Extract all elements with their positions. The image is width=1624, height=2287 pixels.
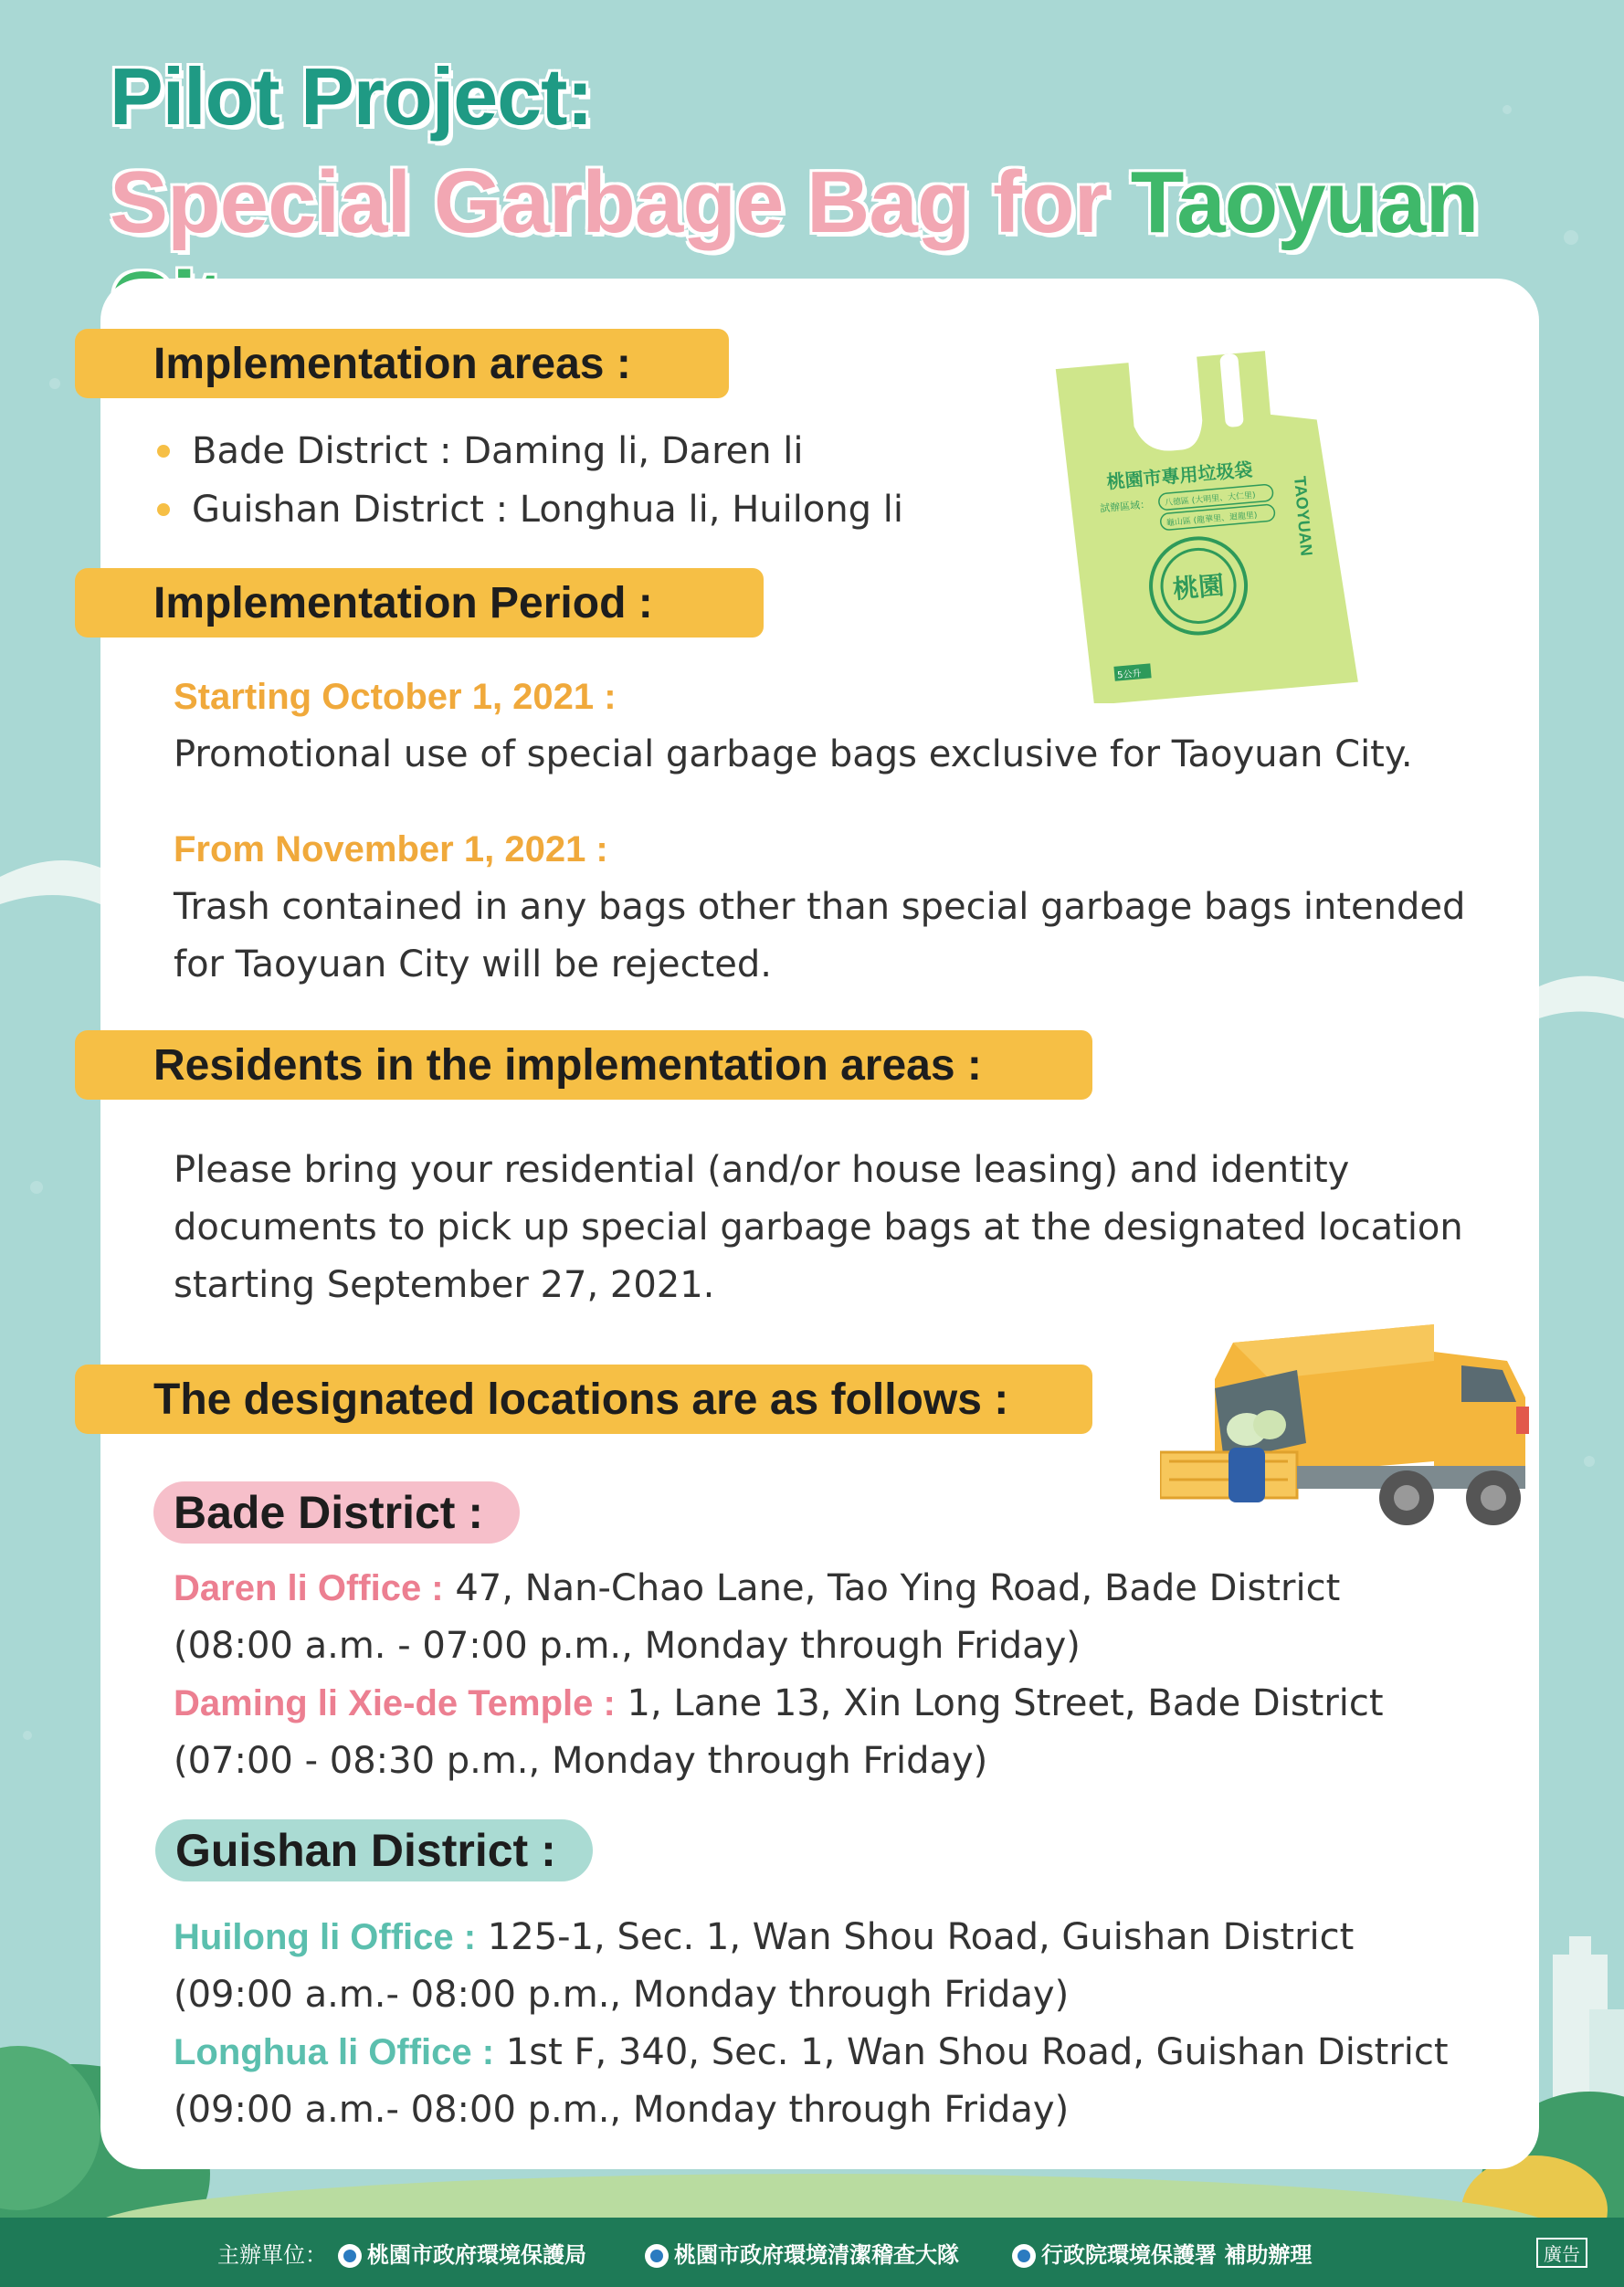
location-name: Daming li Xie-de Temple : <box>174 1683 616 1723</box>
bade-locations <box>174 1560 1384 1790</box>
areas-list <box>157 422 903 539</box>
period-date-1: Starting October 1, 2021 : <box>174 677 617 717</box>
organizer-label: 主辦單位： <box>217 2241 327 2268</box>
bade-location-1 <box>174 1560 1384 1618</box>
list-item <box>157 480 903 539</box>
location-name: Daren li Office : <box>174 1568 444 1608</box>
bag-zone-2: 龜山區 (龍華里、迴龍里) <box>1165 511 1258 529</box>
bullet-dot-icon <box>157 445 170 458</box>
location-address: 47, Nan-Chao Lane, Tao Ying Road, Bade District <box>443 1567 1341 1609</box>
organizer-2 <box>645 2237 959 2269</box>
residents-line-2: documents to pick up special garbage bags at the designated location <box>174 1207 1463 1249</box>
locations-heading: The designated locations are as follows : <box>88 1365 1092 1434</box>
guishan-location-1 <box>174 1909 1449 1966</box>
organizer-3-text: 行政院環境保護署 補助辦理 <box>1041 2241 1313 2268</box>
residents-heading: Residents in the implementation areas : <box>88 1030 1092 1100</box>
guishan-district-label: Guishan District : <box>155 1819 593 1881</box>
title-line-2-part-2: Taoyuan <box>1130 153 1479 251</box>
period-text-2-line-2: for Taoyuan City will be rejected. <box>174 943 772 985</box>
epb-logo-icon <box>338 2244 362 2268</box>
bullet-dot-icon <box>157 503 170 516</box>
residents-line-1: Please bring your residential (and/or house leasing) and identity <box>174 1149 1350 1191</box>
residents-line-3: starting September 27, 2021. <box>174 1264 715 1306</box>
guishan-locations <box>174 1909 1449 2139</box>
period-heading: Implementation Period : <box>88 568 764 638</box>
location-address: 1st F, 340, Sec. 1, Wan Shou Road, Guishan District <box>494 2031 1449 2073</box>
bag-size: 5公升 <box>1116 669 1143 681</box>
residents-text <box>174 1142 1463 1314</box>
organizer-1-text: 桃園市政府環境保護局 <box>367 2241 586 2268</box>
area-item-text: Guishan District : Longhua li, Huilong li <box>192 489 904 531</box>
organizer-2-text: 桃園市政府環境清潔稽查大隊 <box>674 2241 959 2268</box>
bag-side-text: TAOYUAN <box>1291 475 1316 557</box>
location-address: 125-1, Sec. 1, Wan Shou Road, Guishan District <box>476 1916 1355 1958</box>
list-item <box>157 422 903 480</box>
epa-logo-icon <box>1012 2244 1036 2268</box>
title-line-1: Pilot Project: <box>110 51 593 142</box>
period-date-2: From November 1, 2021 : <box>174 829 608 869</box>
bade-location-2 <box>174 1675 1384 1733</box>
ad-badge: 廣告 <box>1536 2238 1587 2268</box>
cleaning-team-logo-icon <box>645 2244 669 2268</box>
footer-bar <box>0 2218 1624 2287</box>
bag-title: 桃園市專用垃圾袋 <box>1105 458 1254 493</box>
garbage-bag-illustration <box>1050 320 1370 703</box>
areas-heading: Implementation areas : <box>88 329 729 398</box>
garbage-truck-illustration <box>1160 1315 1562 1544</box>
location-hours: (07:00 - 08:30 p.m., Monday through Friday) <box>174 1740 988 1782</box>
bag-zone-label: 試辦區域： <box>1099 498 1151 515</box>
bag-emblem: 桃園 <box>1171 570 1226 605</box>
location-name: Huilong li Office : <box>174 1917 477 1957</box>
location-hours: (09:00 a.m.- 08:00 p.m., Monday through Friday) <box>174 2089 1070 2131</box>
period-text-2-line-1: Trash contained in any bags other than special garbage bags intended <box>174 886 1466 928</box>
location-hours: (09:00 a.m.- 08:00 p.m., Monday through Friday) <box>174 1974 1070 2016</box>
period-entry-2 <box>174 821 1465 994</box>
location-name: Longhua li Office : <box>174 2032 495 2072</box>
period-entry-1 <box>174 669 1413 784</box>
period-text-1: Promotional use of special garbage bags exclusive for Taoyuan City. <box>174 733 1413 775</box>
organizer-1 <box>338 2237 586 2269</box>
bade-district-label: Bade District : <box>153 1481 520 1544</box>
guishan-location-2 <box>174 2024 1449 2081</box>
location-hours: (08:00 a.m. - 07:00 p.m., Monday through Friday) <box>174 1625 1081 1667</box>
organizer-3 <box>1012 2237 1312 2269</box>
location-address: 1, Lane 13, Xin Long Street, Bade District <box>615 1682 1384 1724</box>
title-line-2-part-1: Special Garbage Bag for <box>110 153 1131 251</box>
area-item-text: Bade District : Daming li, Daren li <box>192 430 804 472</box>
bag-zone-1: 八德區 (大明里、大仁里) <box>1164 490 1256 509</box>
